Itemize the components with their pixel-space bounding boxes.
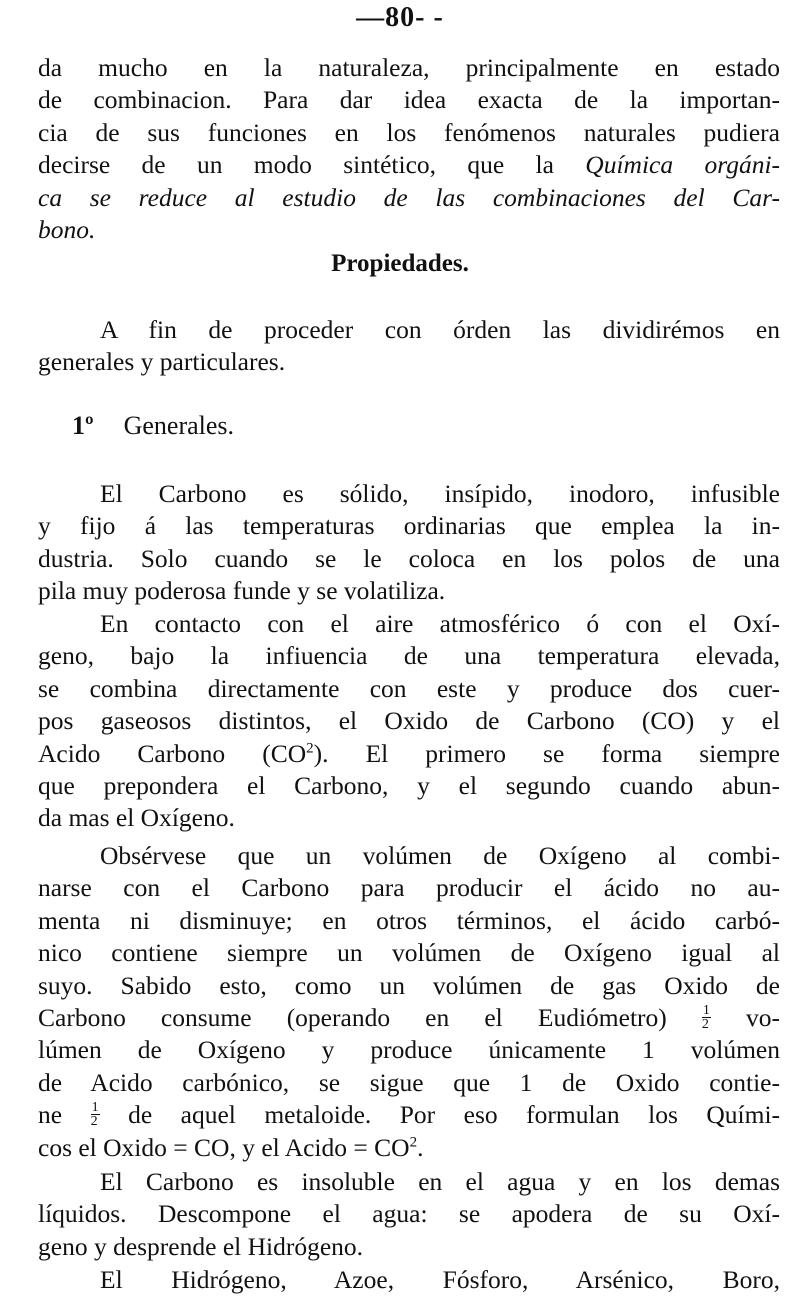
italic-text: bono. [38, 215, 96, 245]
superscript: 2 [409, 1134, 418, 1151]
text-line: A fin de proceder con órden las dividirémos en [100, 315, 780, 344]
text-line: suyo. Sabido esto, como un volúmen de gas Oxido de [38, 970, 780, 1000]
text-span: vo- [746, 1003, 781, 1033]
text-line [38, 214, 780, 246]
italic-text: Química orgáni- [585, 150, 781, 180]
text-line: geno, bajo la infiuencia de una temperatura elevada, [38, 641, 780, 671]
text-line: da mucho en la naturaleza, principalmente en estado [38, 53, 780, 82]
text-line: lúmen de Oxígeno y produce únicamente 1 volúmen [38, 1035, 780, 1065]
text-line: da mas el Oxígeno. [38, 803, 235, 833]
subsection-title: Generales. [123, 411, 235, 440]
text-line: menta ni disminuye; en otros términos, el ácido carbó- [38, 905, 780, 935]
text-line [38, 182, 780, 214]
text-line: se combina directamente con este y produce dos cuer- [38, 673, 780, 703]
paragraph-3 [38, 840, 780, 1164]
text-line: de Acido carbónico, se sigue que 1 de Oxido contie- [38, 1067, 780, 1097]
text-line: El Carbono es insoluble en el agua y en los demas [100, 1167, 780, 1196]
text-line: dustria. Solo cuando se le coloca en los polos de una [38, 543, 780, 573]
fraction-half [91, 1101, 100, 1128]
text-line [38, 149, 780, 181]
superscript: 2 [306, 740, 314, 757]
subsection-number: 1º [72, 411, 94, 440]
text-line: nico contiene siempre un volúmen de Oxígeno igual al [38, 938, 780, 968]
text-span: ). El primero se forma siempre [313, 738, 780, 768]
fraction-half [702, 1004, 711, 1031]
italic-text: ca se reduce al estudio de las combinaciones del Car- [38, 182, 780, 212]
text-span: de aquel metaloide. Por eso formulan los Quími- [128, 1100, 781, 1130]
fraction-denominator: 2 [701, 1017, 709, 1033]
fraction-denominator: 2 [90, 1114, 98, 1130]
text-span: . [417, 1132, 424, 1162]
subsection-heading [72, 411, 234, 441]
text-line [38, 1099, 780, 1131]
paragraph-4 [38, 1166, 780, 1263]
text-line: narse con el Carbono para producir el ácido no au- [38, 873, 780, 903]
text-line: pila muy poderosa funde y se volatiliza. [38, 576, 446, 606]
page-number: —80- - [356, 2, 444, 33]
lead-paragraph [38, 314, 780, 379]
paragraph-5 [38, 1264, 780, 1296]
text-line: líquidos. Descompone el agua: se apodera de su Oxí- [38, 1199, 780, 1229]
intro-paragraph [38, 52, 780, 246]
paragraph-2 [38, 608, 780, 835]
text-line: de combinacion. Para dar idea exacta de la importan- [38, 85, 780, 115]
text-line: pos gaseosos distintos, el Oxido de Carbono (CO) y el [38, 706, 780, 736]
text-line: cia de sus funciones en los fenómenos naturales pudiera [38, 117, 780, 147]
text-span: decirse de un modo sintético, que la [38, 150, 554, 180]
text-span: ne [38, 1100, 63, 1130]
text-line: generales y particulares. [38, 347, 286, 377]
text-line [38, 1002, 780, 1034]
text-line: que prepondera el Carbono, y el segundo cuando abun- [38, 771, 780, 801]
text-line: El Hidrógeno, Azoe, Fósforo, Arsénico, Boro, [100, 1265, 780, 1294]
fraction-numerator: 1 [702, 1003, 710, 1019]
text-line: geno y desprende el Hidrógeno. [38, 1231, 364, 1261]
text-line: y fijo á las temperaturas ordinarias que emplea la in- [38, 511, 780, 541]
text-span: Acido Carbono (CO [38, 738, 307, 768]
text-span: cos el Oxido = CO, y el Acido = CO [38, 1132, 410, 1162]
fraction-numerator: 1 [91, 1100, 99, 1116]
text-line: El Carbono es sólido, insípido, inodoro, infusible [100, 479, 780, 508]
section-heading: Propiedades. [331, 250, 469, 277]
text-line: En contacto con el aire atmosférico ó con el Oxí- [100, 609, 780, 638]
text-line: Obsérvese que un volúmen de Oxígeno al combi- [100, 841, 780, 870]
text-span: Carbono consume (operando en el Eudiómetro) [38, 1003, 667, 1033]
paragraph-1 [38, 478, 780, 608]
text-line [38, 738, 780, 770]
text-line [38, 1132, 780, 1164]
